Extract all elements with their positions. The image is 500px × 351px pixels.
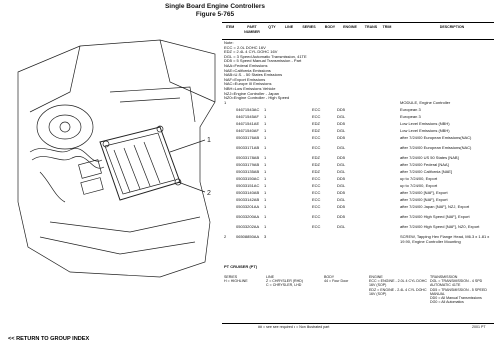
legend-value: Z = CHRYSLER (RHD) [266,279,303,284]
note-line: ECC = 2.0L DOHC 16V [224,44,266,50]
legend-title: PT CRUISER (PT) [224,264,258,269]
row-description: European 3 [400,107,421,112]
callout-2: 2 [207,190,211,197]
row-engine: ECC [312,107,321,112]
notes-block [224,41,374,101]
legend-line-col [266,275,303,288]
vehicle-legend [224,264,494,305]
legend-series-col [224,275,248,283]
row-trans: DGL [337,169,346,174]
note-line: NZ0=Engine Controller - High Speed [224,95,290,101]
row-part-number[interactable]: 05033142AB [236,197,260,202]
row-engine: ECC [312,176,321,181]
note-line: NAE=California Emissions [224,67,271,73]
row-part-number[interactable]: 05033201AA [236,204,260,209]
row-part-number[interactable]: 05033171AB [236,145,260,150]
row-description: MODULE, Engine Controller [400,100,451,105]
row-trans: DGL [337,145,346,150]
row-part-number[interactable]: 05033140AB [236,190,260,195]
col-line: LINE [284,25,294,29]
figure-number: Figure 5-765 [195,11,235,18]
note-line: DGL = 3 Speed Automatic Transmission, 41TE [224,53,307,59]
legend-value: H = HIGHLINE [224,279,248,284]
legend-value: DG0 = All Automatics [430,300,464,305]
row-description: after 7/24/00 US 50 States [NAB] [400,155,459,160]
row-qty: 1 [264,145,267,150]
row-qty: 1 [264,224,267,229]
row-part-number[interactable]: 05033150AC [236,176,260,181]
legend-header: SERIES [224,275,238,279]
row-qty: 1 [264,190,267,195]
note-line: NBH=Low Emissions Vehicle [224,85,276,91]
row-engine: ECC [312,204,321,209]
legend-header: TRANSMISSION [430,275,458,279]
row-description: after 7/24/00 [NAF], Export [400,197,448,202]
col-qty: QTY [268,25,276,29]
row-description: up to 7/24/00, Export [400,176,438,181]
row-description: after 7/24/00 [NAF], Export [400,190,448,195]
note-line: NAC=Europe III Emissions [224,81,272,87]
row-engine: ECC [312,145,321,150]
row-part-number[interactable]: 04671543AC [236,107,260,112]
row-engine: EDZ [312,121,320,126]
row-qty: 1 [264,183,267,188]
parts-table-header [222,22,494,40]
page-title: Single Board Engine Controllers [164,3,266,10]
row-description: after 7/24/00 California [NAE] [400,169,453,174]
row-engine: ECC [312,224,321,229]
row-qty: 1 [264,176,267,181]
row-item: 2 [224,234,227,239]
row-qty: 1 [264,135,267,140]
row-trans: DD5 [337,121,346,126]
row-qty: 1 [264,114,267,119]
row-engine: ECC [312,135,321,140]
note-line: Note: [224,40,234,45]
row-trans: DD5 [337,204,346,209]
col-part-number: PART NUMBER [244,25,260,34]
row-qty: 1 [264,107,267,112]
legend-trans-col [430,275,494,304]
legend-header: BODY [324,275,335,279]
row-engine: ECC [312,197,321,202]
row-description: SCREW, Tapping Hex Flange Head, M6.3 x 1.81 x 19.90, Engine Controller Mounting [400,234,490,244]
row-trans: DD5 [337,214,346,219]
row-part-number[interactable]: 05033176AB [236,135,260,140]
row-description: Low Level Emissions (NBH) [400,121,450,126]
footer-rule [222,323,494,324]
row-trans: DD5 [337,155,346,160]
row-trans: DD5 [337,176,346,181]
row-description: after 7/24/00 European Emissions(NAC) [400,135,472,140]
row-part-number[interactable]: 05033135AB [236,169,260,174]
row-engine: ECC [312,214,321,219]
row-engine: EDZ [312,169,320,174]
col-trim: TRIM [382,25,392,29]
row-description: Low Level Emissions (NBH) [400,128,450,133]
row-part-number[interactable]: 06508850AA [236,234,260,239]
col-item: ITEM [225,25,235,29]
row-trans: DGL [337,197,346,202]
row-part-number[interactable]: 05033200AA [236,214,260,219]
row-engine: EDZ [312,128,320,133]
legend-header: ENGINE [369,275,383,279]
legend-value: 44 = Four Door [324,279,349,284]
row-qty: 1 [264,169,267,174]
row-item: 1 [224,100,227,105]
row-qty: 1 [264,197,267,202]
row-trans: DGL [337,162,346,167]
row-part-number[interactable]: 05033178AB [236,155,260,160]
row-part-number[interactable]: 04671540AF [236,128,259,133]
row-qty: 1 [264,155,267,160]
row-engine: EDZ [312,162,320,167]
row-description: European 3 [400,114,421,119]
row-description: after 7/24/00 Japan [NAF], NZJ, Export [400,204,470,209]
engine-controller-diagram [10,32,222,282]
row-part-number[interactable]: 05033179AB [236,162,260,167]
col-trans: TRANS [364,25,378,29]
page-title-block [140,3,290,19]
row-engine: ECC [312,190,321,195]
legend-value: DD5 = TRANSMISSION - 5 SPEED MANUAL [430,287,487,296]
row-engine: ECC [312,114,321,119]
legend-engine-col [369,275,427,296]
row-qty: 1 [264,128,267,133]
col-series: SERIES [302,25,316,29]
row-part-number[interactable]: 04671545AF [236,114,259,119]
col-description: DESCRIPTION [439,25,465,29]
row-trans: DGL [337,183,346,188]
row-description: after 7/24/00 European Emissions(NAC) [400,145,472,150]
footer-key: ## = see see required • = Non illustrated part [258,325,330,329]
row-trans: DGL [337,114,346,119]
note-line: NAB=U.S. - 50 States Emissions [224,72,283,78]
row-engine: EDZ [312,155,320,160]
note-line: EDZ = 2.4L 4 CYL DOHC 16V [224,49,278,55]
callout-1: 1 [207,137,211,144]
row-trans: DGL [337,224,346,229]
legend-body-col [324,275,348,283]
row-description: up to 7/24/00, Export [400,183,438,188]
note-line: NZJ=Engine Controller - Japan [224,90,280,96]
row-qty: 3 [264,234,267,239]
note-line: NAF=Export Emissions [224,76,266,82]
row-description: after 7/24/00 High Speed [NAF], NZ0, Export [400,224,480,229]
row-qty: 1 [264,162,267,167]
row-description: after 7/24/00 Federal [NAA] [400,162,449,167]
footer-model-year: 2001 PT [472,325,486,329]
row-trans: DD5 [337,190,346,195]
row-description: after 7/24/00 High Speed [NAF], Export [400,214,470,219]
note-line: NAA=Federal Emissions [224,62,268,68]
row-trans: DGL [337,128,346,133]
legend-value: DD0 = All Manual Transmissions [430,296,482,301]
row-engine: ECC [312,183,321,188]
legend-value: C = CHRYSLER, LHD [266,283,302,288]
row-trans: DD5 [337,107,346,112]
legend-header: LINE [266,275,274,279]
legend-value: EDZ = ENGINE - 2.4L 4 CYL DOHC 16V (SOP) [369,287,427,296]
return-to-group-index-link[interactable]: << RETURN TO GROUP INDEX [8,336,90,342]
legend-value: DGL = TRANSMISSION - 4 SPD AUTOMATIC 41TE [430,279,483,288]
col-body: BODY [324,25,336,29]
row-qty: 1 [264,121,267,126]
row-qty: 1 [264,214,267,219]
legend-value: ECC = ENGINE - 2.0L 4 CYL DOHC 16V (SOP) [369,279,427,288]
row-part-number[interactable]: 05033151AC [236,183,260,188]
row-trans: DD5 [337,135,346,140]
col-engine: ENGINE [343,25,357,29]
row-qty: 1 [264,204,267,209]
note-line: DD5 = 5 Speed Manual Transmission - Part [224,58,302,64]
row-part-number[interactable]: 05033202AA [236,224,260,229]
row-part-number[interactable]: 04671541AE [236,121,260,126]
